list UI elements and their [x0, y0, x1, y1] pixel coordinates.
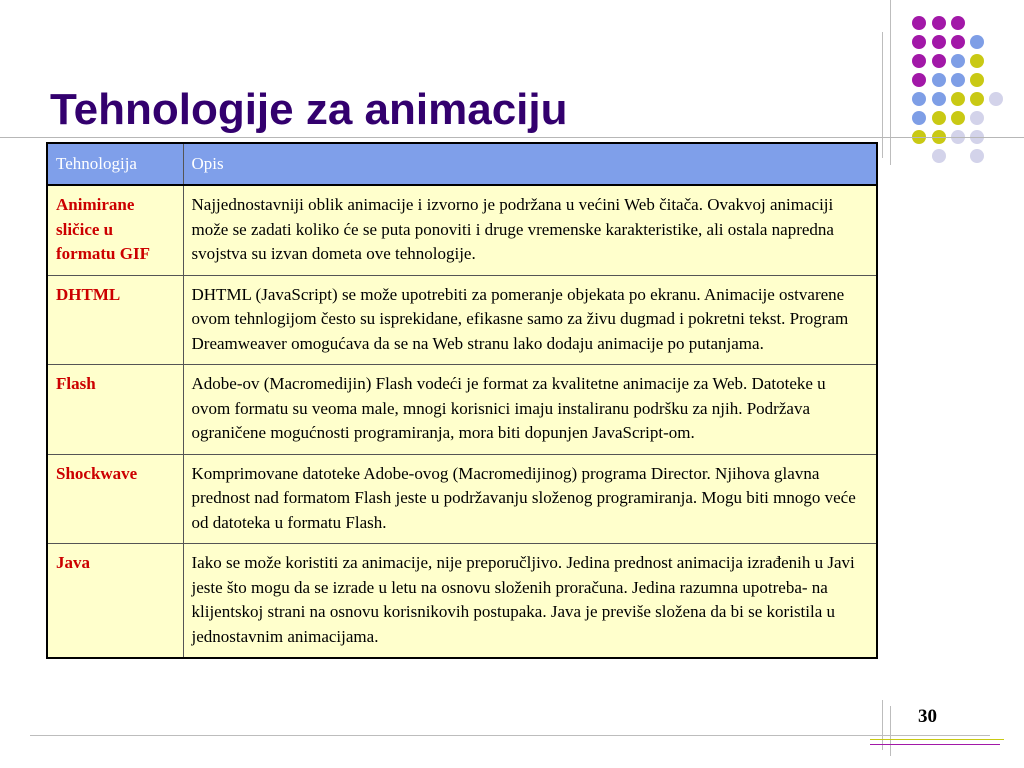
decor-dot	[951, 111, 965, 125]
technology-cell: DHTML	[47, 275, 183, 365]
decor-dot	[951, 73, 965, 87]
decor-dot	[912, 92, 926, 106]
decor-bottom-line-2	[870, 739, 1004, 740]
decor-dot	[932, 54, 946, 68]
table-row	[47, 185, 877, 275]
decor-dot	[951, 35, 965, 49]
decor-dot	[989, 92, 1003, 106]
technology-cell: Flash	[47, 365, 183, 455]
description-cell: Adobe-ov (Macromedijin) Flash vodeći je format za kvalitetne animacije za Web. Datoteke u ovom formatu su veoma male, mnogi korisnici imaju instaliranu podršku za njih. Podržava ograničene mogućnosti programiranja, mora biti dopunjen JavaScript-om.	[183, 365, 877, 455]
decor-dot	[932, 73, 946, 87]
table-row	[47, 544, 877, 659]
decor-dot	[932, 16, 946, 30]
decor-dot	[912, 16, 926, 30]
table-row	[47, 275, 877, 365]
decor-bottom-line-3	[870, 744, 1000, 745]
decor-vertical-line-3	[882, 700, 883, 750]
decor-dot	[932, 35, 946, 49]
technology-table	[46, 142, 878, 659]
decor-vertical-line-4	[890, 706, 891, 756]
decor-dot	[932, 149, 946, 163]
page-number: 30	[918, 706, 937, 727]
decor-dot	[970, 54, 984, 68]
decor-dot	[932, 111, 946, 125]
decor-dot	[970, 149, 984, 163]
title-rule	[0, 137, 1024, 138]
decor-dot	[970, 92, 984, 106]
description-cell: DHTML (JavaScript) se može upotrebiti za pomeranje objekata po ekranu. Animacije ostvarene ovom tehnlogijom često su isprekidane, efikasne samo za živu dugmad i pokretni tekst. Program Dreamweaver omogućava da se na Web stranu lako dodaju animacije po putanjama.	[183, 275, 877, 365]
decor-dot	[951, 92, 965, 106]
decor-vertical-line-1	[882, 32, 883, 158]
decor-vertical-line-2	[890, 0, 891, 165]
decor-dot	[951, 54, 965, 68]
table-row	[47, 365, 877, 455]
description-cell: Komprimovane datoteke Adobe-ovog (Macromedijinog) programa Director. Njihova glavna prednost nad formatom Flash jeste u podržavanju složenog programiranja. Mogu biti mnogo veće od datoteka u formatu Flash.	[183, 454, 877, 544]
slide-title: Tehnologije za animaciju	[50, 85, 568, 134]
table-header-row	[47, 143, 877, 185]
decor-dot	[970, 111, 984, 125]
decor-dot	[951, 16, 965, 30]
description-cell: Najjednostavniji oblik animacije i izvorno je podržana u većini Web čitača. Ovakvoj animaciji može se zadati koliko će se puta ponoviti i druge vremenske karakteristike, ali ostala napredna svojstva su izvan dometa ove tehnologije.	[183, 185, 877, 275]
description-cell: Iako se može koristiti za animacije, nije preporučljivo. Jedina prednost animacija izrađenih u Javi jeste što mogu da se izrade u letu na osnovu složenih proračuna. Jedina razumna upotreba- na klijentskoj strani na osnovu korisnikovih postupaka. Java je previše složena da bi se koristila u jednostavnim animacijama.	[183, 544, 877, 659]
header-opis: Opis	[183, 143, 877, 185]
decor-dot	[912, 54, 926, 68]
table-row	[47, 454, 877, 544]
decor-dot	[912, 35, 926, 49]
decor-dot	[970, 73, 984, 87]
decor-dot	[970, 35, 984, 49]
technology-cell: Java	[47, 544, 183, 659]
decor-bottom-line-1	[30, 735, 990, 736]
decor-dot	[912, 111, 926, 125]
header-tehnologija: Tehnologija	[47, 143, 183, 185]
technology-cell: Animirane sličice u formatu GIF	[47, 185, 183, 275]
decor-dot	[912, 73, 926, 87]
technology-cell: Shockwave	[47, 454, 183, 544]
decor-dot	[932, 92, 946, 106]
